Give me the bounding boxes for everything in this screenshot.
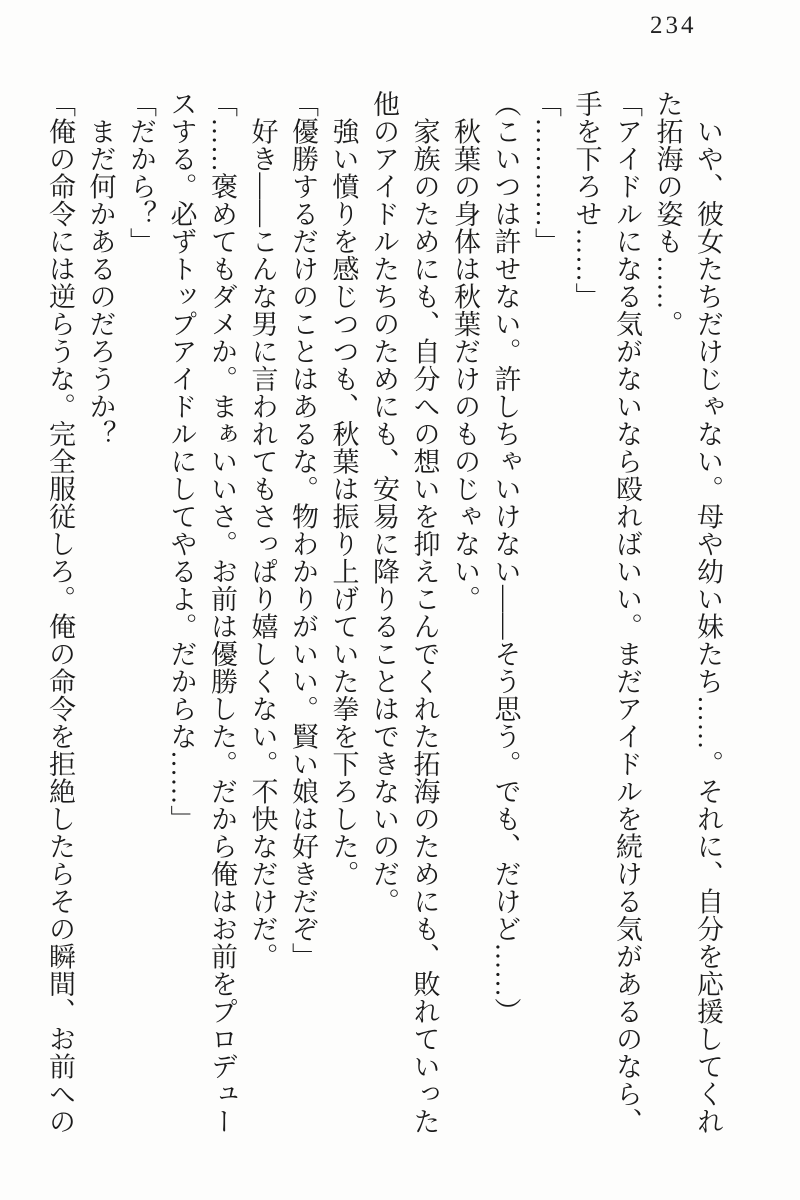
- text-column: 「俺の命令には逆らうな。完全服従しろ。俺の命令を拒絶したらその瞬間、お前への: [45, 90, 75, 1135]
- text-column: いや、彼女たちだけじゃない。母や幼い妹たち……。それに、自分を応援してくれ: [693, 90, 723, 1135]
- text-column: 手を下ろせ……」: [571, 90, 602, 310]
- text-column: た拓海の姿も……。: [652, 90, 683, 338]
- text-column: 「……褒めてもダメか。まぁいいさ。お前は優勝した。だから俺はお前をプロデュー: [207, 90, 237, 1135]
- text-column: 好き――こんな男に言われてもさっぱり嬉しくない。不快なだけだ。: [247, 90, 278, 970]
- text-column: 家族のためにも、自分への想いを抑えこんでくれた拓海のためにも、敗れていった: [409, 90, 440, 1135]
- text-column: 秋葉の身体は秋葉だけのものじゃない。: [450, 90, 480, 613]
- text-column: まだ何かあるのだろうか？: [85, 90, 116, 448]
- page-text: [36, 90, 728, 1140]
- text-column: 他のアイドルたちのためにも、安易に降りることはできないのだ。: [369, 90, 399, 915]
- text-column: スする。必ずトップアイドルにしてやるよ。だからな……」: [166, 90, 197, 833]
- text-column: 「だから？」: [126, 90, 156, 255]
- text-column: 「…………」: [531, 90, 561, 255]
- text-column: （こいつは許せない。許しちゃいけない――そう思う。でも、だけど……）: [490, 90, 521, 1025]
- text-column: 「優勝するだけのことはあるな。物わかりがいい。賢い娘は好きだぞ」: [288, 90, 318, 970]
- page-number: 234: [650, 12, 697, 39]
- text-column: 強い憤りを感じつつも、秋葉は振り上げていた拳を下ろした。: [328, 90, 359, 888]
- text-column: 「アイドルになる気がないなら殴ればいい。まだアイドルを続ける気があるのなら、: [612, 90, 642, 1135]
